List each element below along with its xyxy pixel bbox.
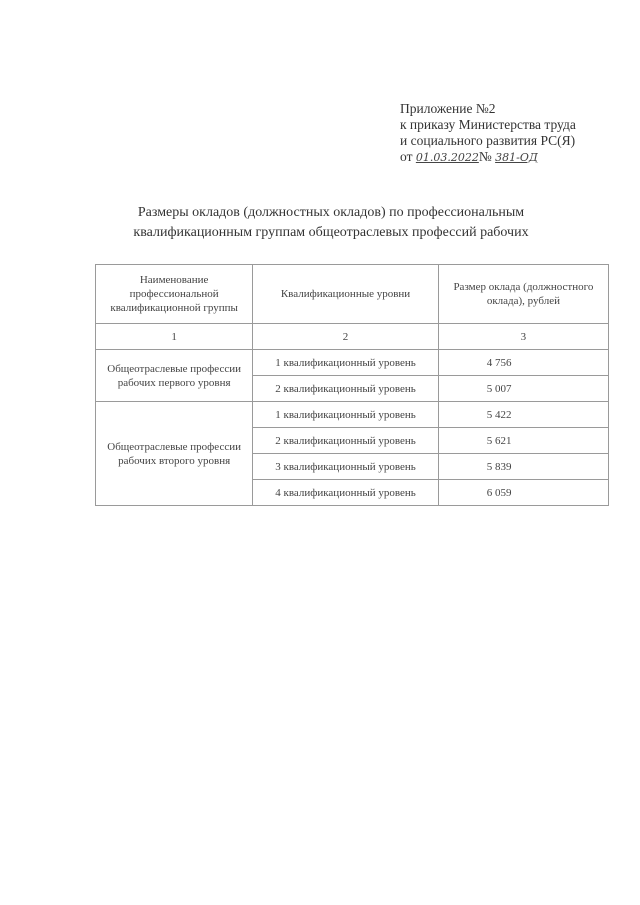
level-cell: 4 квалификационный уровень <box>253 480 439 506</box>
column-number-row <box>96 324 609 350</box>
level-cell: 2 квалификационный уровень <box>253 428 439 454</box>
column-number: 3 <box>438 324 608 350</box>
salary-cell: 6 059 <box>438 480 608 506</box>
level-cell: 1 квалификационный уровень <box>253 350 439 376</box>
annex-header <box>400 101 620 166</box>
annex-date: 01.03.2022 <box>415 151 479 164</box>
title-line-1: Размеры окладов (должностных окладов) по профессиональным <box>137 205 525 220</box>
annex-date-line <box>400 149 620 166</box>
header-qualification-level: Квалификационные уровни <box>253 265 439 324</box>
annex-number: 381-ОД <box>495 151 538 164</box>
level-cell: 1 квалификационный уровень <box>253 402 439 428</box>
salary-cell: 5 621 <box>438 428 608 454</box>
document-title <box>96 203 566 243</box>
level-cell: 2 квалификационный уровень <box>253 376 439 402</box>
table-row <box>96 350 609 376</box>
column-number: 2 <box>253 324 439 350</box>
annex-number-label: № <box>478 149 492 164</box>
column-number: 1 <box>96 324 253 350</box>
salary-cell: 5 422 <box>438 402 608 428</box>
salary-cell: 5 007 <box>438 376 608 402</box>
header-group-name: Наименование профессиональной квалификационной группы <box>96 265 253 324</box>
header-salary: Размер оклада (должностного оклада), рублей <box>438 265 608 324</box>
salary-table <box>95 264 609 506</box>
table-header-row <box>96 265 609 324</box>
table-row <box>96 402 609 428</box>
annex-ministry-line: и социального развития РС(Я) <box>400 133 576 148</box>
annex-from-label: от <box>400 149 413 164</box>
group-name-cell: Общеотраслевые профессии рабочих первого уровня <box>96 350 253 402</box>
group-name-cell: Общеотраслевые профессии рабочих второго уровня <box>96 402 253 506</box>
title-line-2: квалификационным группам общеотраслевых профессий рабочих <box>133 225 529 240</box>
annex-title: Приложение №2 <box>400 101 496 116</box>
annex-order-line: к приказу Министерства труда <box>400 117 576 132</box>
salary-cell: 5 839 <box>438 454 608 480</box>
level-cell: 3 квалификационный уровень <box>253 454 439 480</box>
salary-cell: 4 756 <box>438 350 608 376</box>
